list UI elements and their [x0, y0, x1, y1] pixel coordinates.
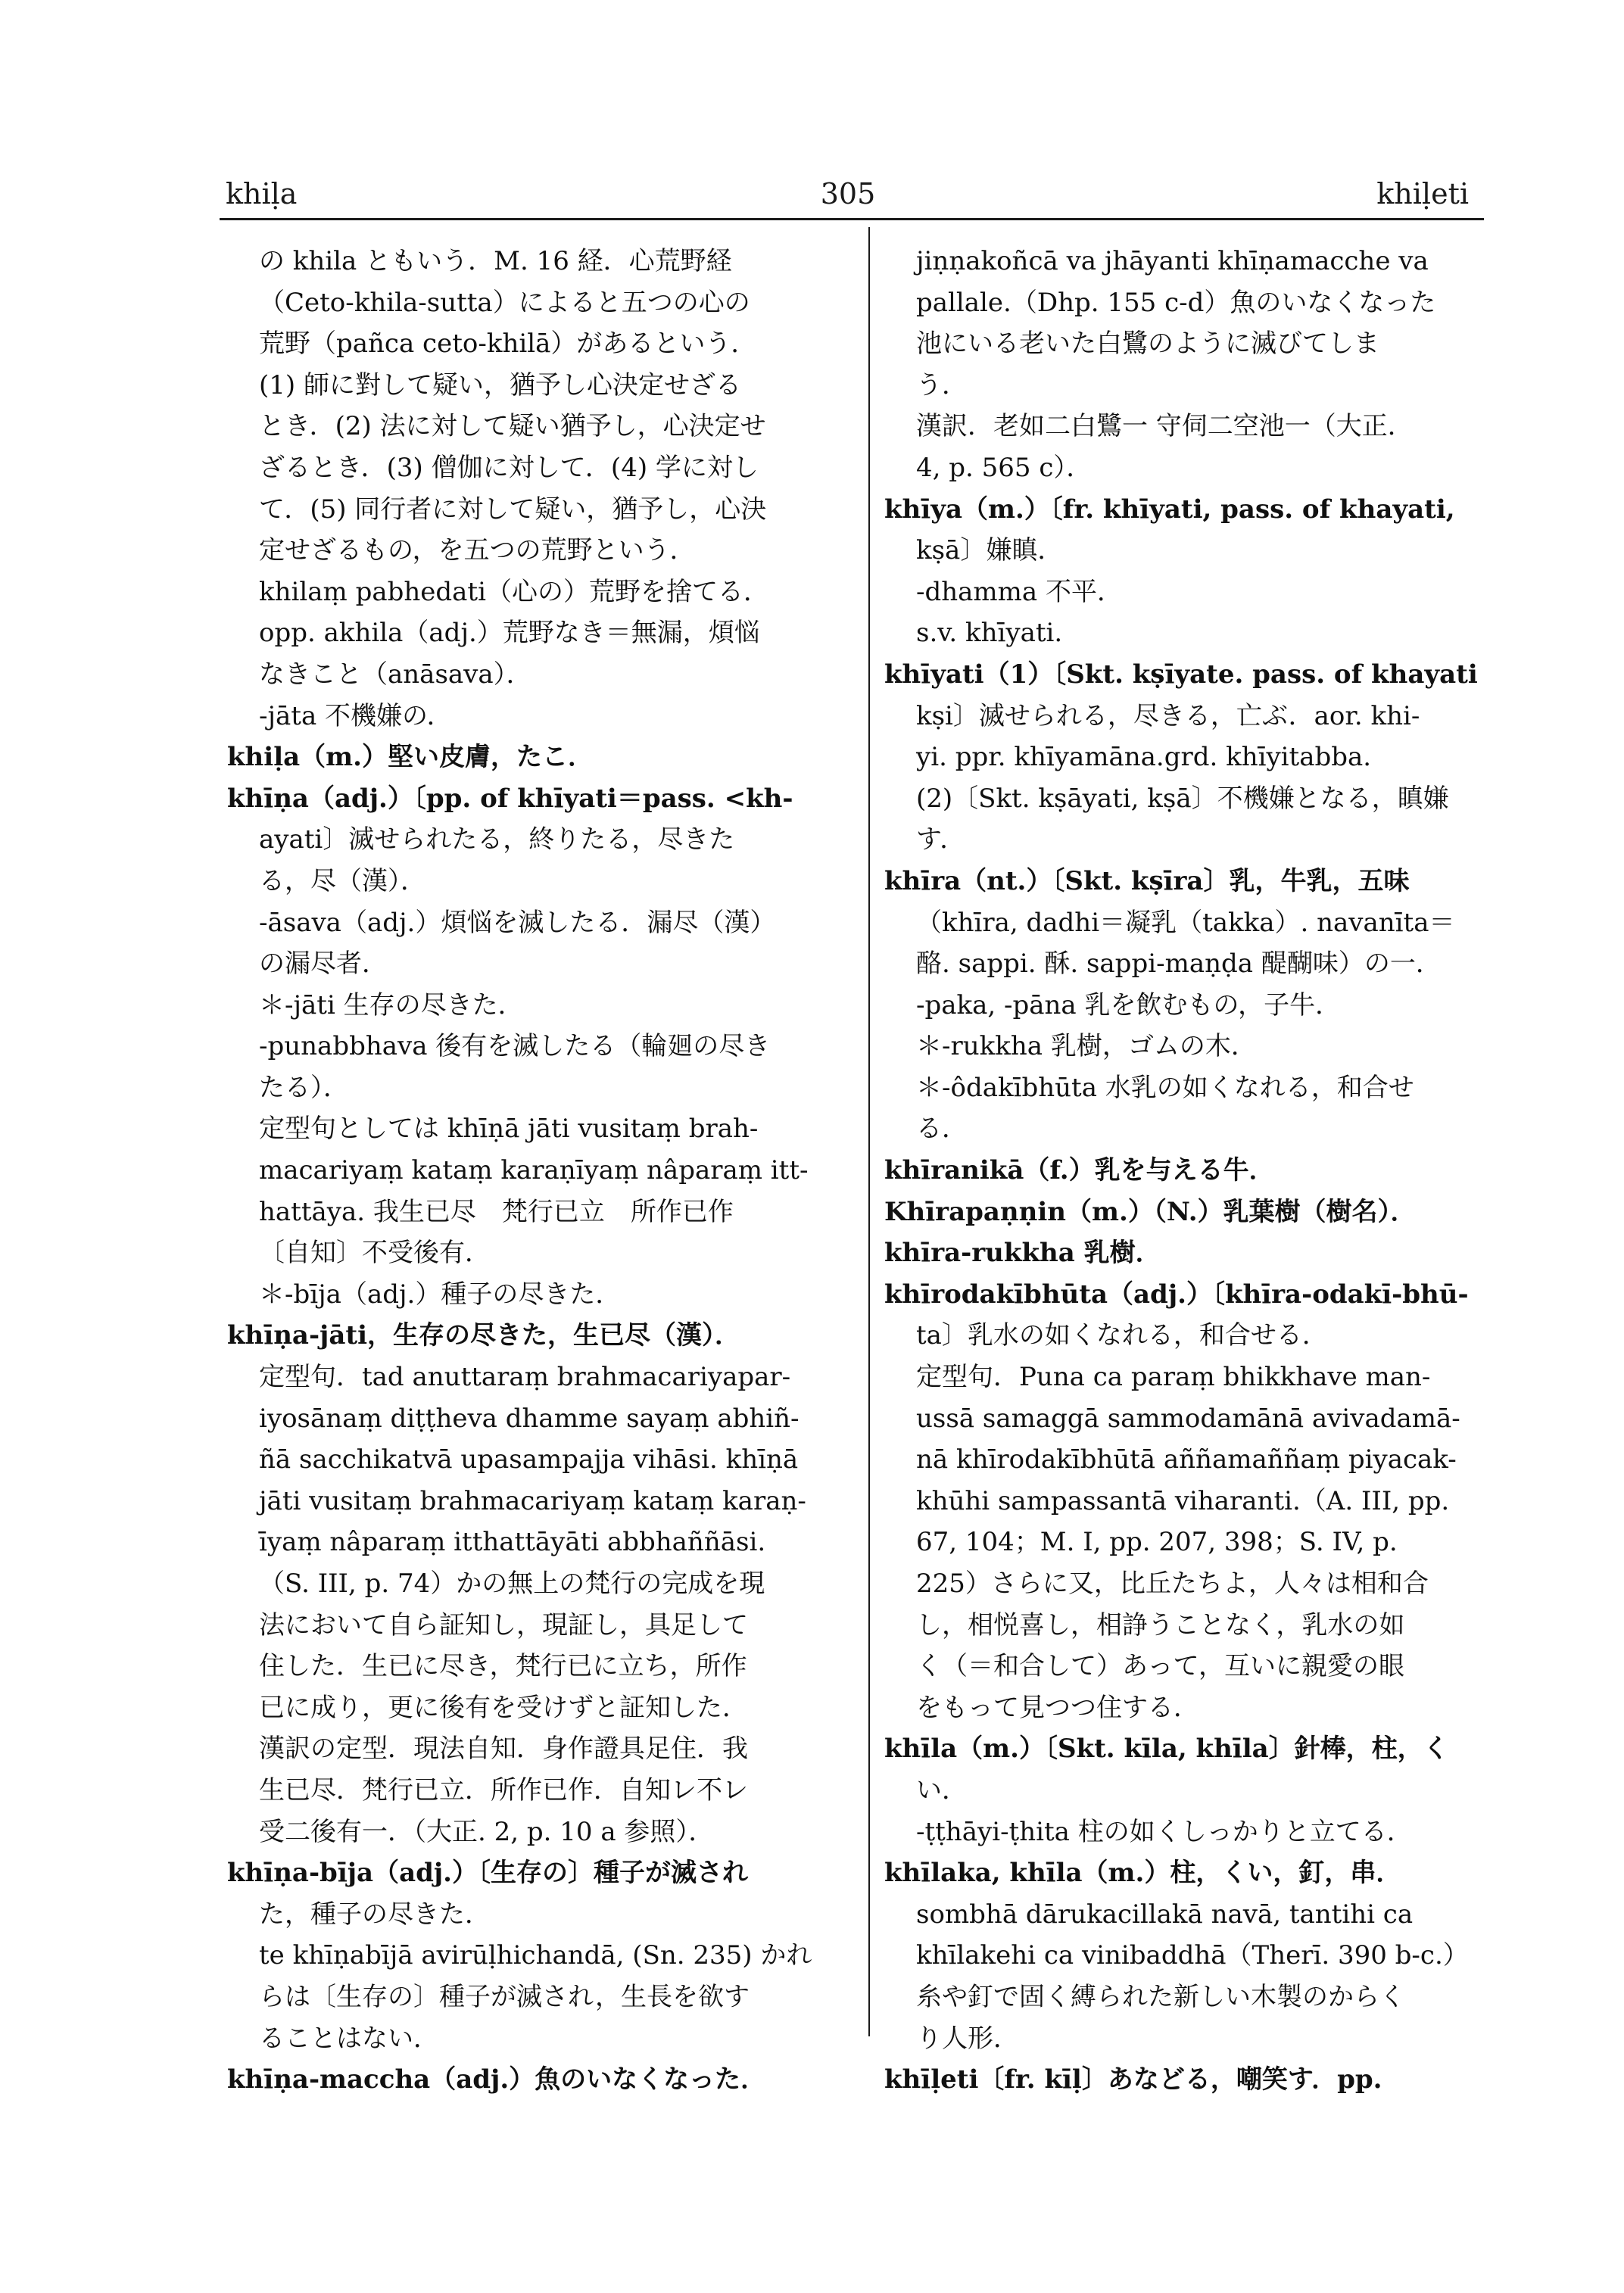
entry-line: 225）さらに又，比丘たちよ，人々は相和合 — [916, 1569, 1429, 1599]
entry-line: る． — [916, 1114, 968, 1145]
entry-line: pallale.（Dhp. 155 c-d）魚のいなくなった — [916, 287, 1436, 318]
entry-line: 住した．生已に尽き，梵行已に立ち，所作 — [259, 1651, 747, 1682]
entry-line: opp. akhila（adj.）荒野なき＝無漏，煩悩 — [259, 618, 760, 649]
entry-line: 67, 104；M. I, pp. 207, 398；S. IV, p. — [916, 1527, 1398, 1558]
entry-line: し，相悦喜し，相諍うことなく，乳水の如 — [916, 1609, 1405, 1640]
header-left-word: khiḷa — [226, 177, 298, 210]
entry-headword-line: khīya（m.）〔fr. khīyati, pass. of khayati, — [884, 494, 1455, 525]
entry-line: nā khīrodakībhūtā aññamaññaṃ piyacak- — [916, 1444, 1457, 1475]
entry-line: とき．(2) 法に対して疑い猶予し，心決定せ — [259, 411, 766, 442]
entry-line: -āsava（adj.）煩悩を滅したる．漏尽（漢） — [259, 907, 776, 938]
entry-line: kṣā〕嫌瞋． — [916, 535, 1064, 566]
entry-line: 生已尽．梵行已立．所作已作．自知レ不レ — [259, 1774, 748, 1805]
entry-line: -punabbhava 後有を滅したる（輪廻の尽き — [259, 1031, 771, 1062]
entry-line: te khīṇabījā avirūḷhichandā, (Sn. 235) かれ — [259, 1940, 812, 1971]
entry-headword-line: khīlaka, khīla（m.）柱，くい，釘，串． — [884, 1858, 1402, 1889]
entry-line: 已に成り，更に後有を受けずと証知した． — [259, 1692, 748, 1723]
entry-line: ＊-bīja（adj.）種子の尽きた． — [259, 1279, 622, 1310]
entry-line: iyosānaṃ diṭṭheva dhamme sayaṃ abhiñ- — [259, 1403, 800, 1434]
entry-line: sombhā dārukacillakā navā, tantihi ca — [916, 1899, 1414, 1930]
entry-line: る，尽（漢）． — [259, 865, 426, 896]
entry-line: なきこと（anāsava）． — [259, 659, 532, 690]
entry-headword-line: khīra（nt.）〔Skt. kṣīra〕乳，牛乳，五味 — [884, 865, 1410, 896]
entry-line: い． — [916, 1774, 968, 1805]
left-column — [227, 241, 856, 2101]
entry-headword-line: khīra-rukkha 乳樹． — [884, 1238, 1161, 1269]
entry-line: khilaṃ pabhedati（心の）荒野を捨てる． — [259, 576, 769, 607]
entry-line: 定型句としては khīṇā jāti vusitaṃ brah- — [259, 1114, 759, 1145]
entry-line: (2)〔Skt. kṣāyati, kṣā〕不機嫌となる，瞋嫌 — [916, 783, 1449, 814]
entry-headword-line: khiḷa（m.）堅い皮膚，たこ． — [227, 742, 594, 773]
entry-line: -jāta 不機嫌の． — [259, 700, 453, 731]
header-rule — [220, 218, 1484, 220]
entry-headword-line: khīṇa-maccha（adj.）魚のいなくなった． — [227, 2064, 767, 2095]
entry-line: 定せざるもの，を五つの荒野という． — [259, 535, 696, 566]
entry-line: をもって見つつ住する． — [916, 1692, 1199, 1723]
entry-headword-line: khīḷeti〔fr. kīḷ〕あなどる，嘲笑す．pp. — [884, 2064, 1382, 2095]
entry-headword-line: khīrodakībhūta（adj.）〔khīra-odakī-bhū- — [884, 1279, 1469, 1310]
entry-line: の漏尽者． — [259, 949, 388, 980]
entry-line: 糸や釘で固く縛られた新しい木製のからく — [916, 1981, 1405, 2012]
entry-line: s.v. khīyati. — [916, 618, 1063, 649]
entry-line: ＊-ôdakībhūta 水乳の如くなれる，和合せ — [916, 1072, 1414, 1103]
entry-headword-line: khīla（m.）〔Skt. kīla, khīla〕針棒，柱，く — [884, 1734, 1449, 1765]
entry-headword-line: khīyati（1）〔Skt. kṣīyate. pass. of khayati — [884, 659, 1478, 690]
entry-line: 池にいる老いた白鷺のように滅びてしま — [916, 329, 1379, 360]
entry-line: khūhi sampassantā viharanti.（A. III, pp. — [916, 1485, 1450, 1516]
entry-line: り人形． — [916, 2023, 1019, 2054]
entry-line: jāti vusitaṃ brahmacariyaṃ kataṃ karaṇ- — [259, 1485, 806, 1516]
entry-line: -dhamma 不平． — [916, 576, 1123, 607]
entry-headword-line: khīranikā（f.）乳を与える牛． — [884, 1155, 1275, 1186]
entry-headword-line: Khīrapaṇṇin（m.）（N.）乳葉樹（樹名）． — [884, 1196, 1417, 1227]
entry-line: たる）． — [259, 1072, 349, 1103]
entry-line: 漢訳の定型．現法自知．身作證具足住．我 — [259, 1734, 748, 1765]
entry-line: （khīra, dadhi＝凝乳（takka）. navanīta＝ — [916, 907, 1455, 938]
entry-line: ta〕乳水の如くなれる，和合せる． — [916, 1320, 1328, 1351]
entry-line: ざるとき．(3) 僧伽に対して．(4) 学に対し — [259, 452, 759, 483]
entry-line: jiṇṇakoñcā va jhāyanti khīṇamacche va — [916, 246, 1429, 276]
entry-line: hattāya. 我生已尽 梵行已立 所作已作 — [259, 1196, 734, 1227]
entry-line: kṣi〕滅せられる，尽きる，亡ぶ．aor. khi- — [916, 700, 1420, 731]
entry-line: 受二後有一．（大正. 2, p. 10 a 参照）． — [259, 1816, 715, 1847]
entry-line: ñā sacchikatvā upasampajja vihāsi. khīṇā — [259, 1444, 799, 1475]
entry-line: 漢訳．老如二白鷺一 守伺二空池一（大正． — [916, 411, 1414, 442]
entry-headword-line: khīṇa-bīja（adj.）〔生存の〕種子が滅され — [227, 1858, 749, 1889]
entry-line: -paka, -pāna 乳を飲むもの，子牛． — [916, 989, 1342, 1020]
entry-line: う． — [916, 369, 968, 400]
column-divider — [868, 227, 870, 2036]
entry-line: 定型句．tad anuttaraṃ brahmacariyapar- — [259, 1362, 791, 1393]
entry-line: 4, p. 565 c）． — [916, 452, 1093, 483]
entry-headword-line: khīṇa-jāti，生存の尽きた，生已尽（漢）． — [227, 1320, 741, 1351]
entry-line: 酪. sappi. 酥. sappi-maṇḍa 醍醐味）の一． — [916, 949, 1442, 980]
entry-line: yi. ppr. khīyamāna.grd. khīyitabba. — [916, 742, 1372, 773]
entry-line: khīlakehi ca vinibaddhā（Therī. 390 b-c.） — [916, 1940, 1469, 1971]
entry-line: 定型句．Puna ca paraṃ bhikkhave man- — [916, 1362, 1431, 1393]
entry-line: ることはない． — [259, 2023, 439, 2054]
entry-line: ussā samaggā sammodamānā avivadamā- — [916, 1403, 1460, 1434]
entry-line: らは〔生存の〕種子が滅され，生長を欲す — [259, 1981, 750, 2012]
page-number: 305 — [820, 177, 876, 210]
entry-headword-line: khīṇa（adj.）〔pp. of khīyati＝pass. <kh- — [227, 783, 793, 814]
entry-line: ayati〕滅せられたる，終りたる，尽きた — [259, 824, 735, 855]
entry-line: （S. III, p. 74）かの無上の梵行の完成を現 — [259, 1569, 765, 1599]
entry-line: た，種子の尽きた． — [259, 1899, 491, 1930]
header-right-word: khiḷeti — [1376, 177, 1469, 210]
entry-line: ＊-jāti 生存の尽きた． — [259, 989, 524, 1020]
entry-line: īyaṃ nâparaṃ itthattāyāti abbhaññāsi. — [259, 1527, 766, 1558]
entry-line: (1) 師に對して疑い，猶予し心決定せざる — [259, 369, 741, 400]
entry-line: （Ceto-khila-sutta）によると五つの心の — [259, 287, 750, 318]
entry-line: macariyaṃ kataṃ karaṇīyaṃ nâparaṃ itt- — [259, 1155, 809, 1186]
entry-line: く（＝和合して）あって，互いに親愛の眼 — [916, 1651, 1404, 1682]
entry-line: -ṭṭhāyi-ṭhita 柱の如くしっかりと立てる． — [916, 1816, 1413, 1847]
entry-line: 〔自知〕不受後有． — [259, 1238, 491, 1269]
right-column — [884, 241, 1490, 2101]
entry-line: て．(5) 同行者に対して疑い，猶予し，心決 — [259, 494, 767, 525]
entry-line: ＊-rukkha 乳樹，ゴムの木． — [916, 1031, 1257, 1062]
entry-line: の khila ともいう．M. 16 経．心荒野経 — [259, 246, 732, 276]
entry-line: 荒野（pañca ceto-khilā）があるという． — [259, 329, 757, 360]
entry-line: す． — [916, 824, 966, 855]
entry-line: 法において自ら証知し，現証し，具足して — [259, 1609, 748, 1640]
